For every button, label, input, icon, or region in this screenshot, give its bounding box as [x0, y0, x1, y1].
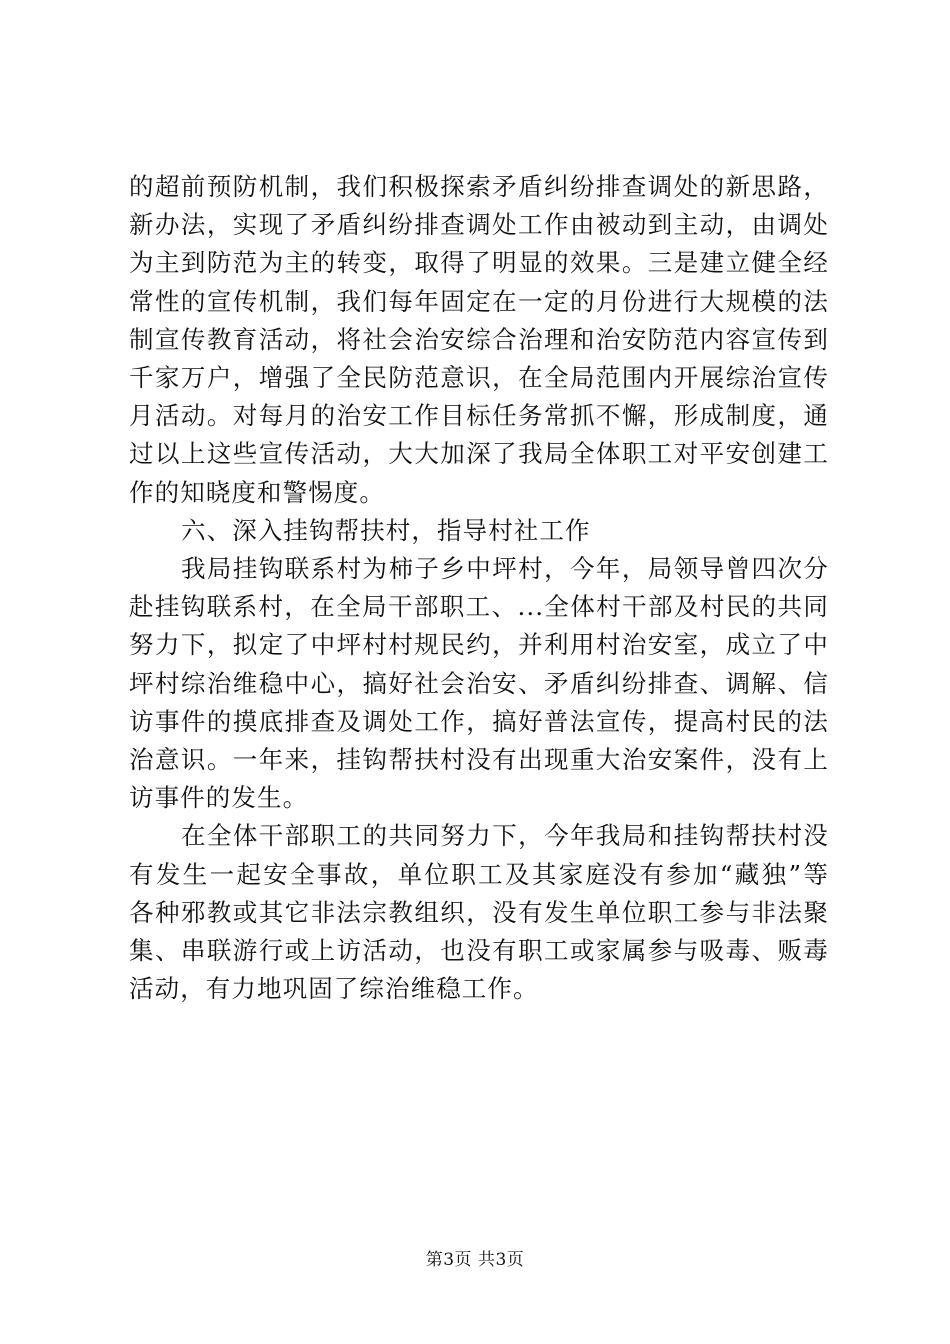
- page-number: 第3页 共3页: [425, 1250, 525, 1270]
- text-line: 坪村综治维稳中心，搞好社会治安、矛盾纠纷排查、调解、信: [129, 668, 829, 698]
- text-line: 过以上这些宣传活动，大大加深了我局全体职工对平安创建工: [129, 439, 829, 469]
- text-line: 赴挂钩联系村，在全局干部职工、...全体村干部及村民的共同: [129, 592, 829, 622]
- text-line: 各种邪教或其它非法宗教组织，没有发生单位职工参与非法聚: [129, 897, 829, 927]
- text-line: 作的知晓度和警惕度。: [129, 477, 385, 507]
- text-line: 在全体干部职工的共同努力下，今年我局和挂钩帮扶村没: [181, 821, 829, 851]
- text-line: 治意识。一年来，挂钩帮扶村没有出现重大治安案件，没有上: [129, 745, 829, 775]
- text-line: 制宣传教育活动，将社会治安综合治理和治安防范内容宣传到: [129, 324, 829, 354]
- paragraph-village: [129, 550, 829, 817]
- text-line: 新办法，实现了矛盾纠纷排查调处工作由被动到主动，由调处: [129, 210, 829, 240]
- text-line: 访事件的摸底排查及调处工作，搞好普法宣传，提高村民的法: [129, 706, 829, 736]
- text-line: 访事件的发生。: [129, 783, 309, 813]
- text-line: 千家万户，增强了全民防范意识，在全局范围内开展综治宣传: [129, 363, 829, 393]
- text-line: 有发生一起安全事故，单位职工及其家庭没有参加“藏独”等: [129, 859, 829, 889]
- page-footer: [0, 1245, 950, 1270]
- text-line: 月活动。对每月的治安工作目标任务常抓不懈，形成制度，通: [129, 401, 829, 431]
- text-line: 常性的宣传机制，我们每年固定在一定的月份进行大规模的法: [129, 286, 829, 316]
- text-line: 为主到防范为主的转变，取得了明显的效果。三是建立健全经: [129, 248, 829, 278]
- text-line: 的超前预防机制，我们积极探索矛盾纠纷排查调处的新思路，: [129, 172, 829, 201]
- text-line: 我局挂钩联系村为柿子乡中坪村，今年，局领导曾四次分: [181, 554, 829, 584]
- text-line: 活动，有力地巩固了综治维稳工作。: [129, 974, 539, 1004]
- paragraph-continuation: [129, 168, 829, 512]
- section-heading: 六、深入挂钩帮扶村，指导村社工作: [181, 515, 591, 545]
- document-body: [129, 168, 829, 1008]
- text-line: 努力下，拟定了中坪村村规民约，并利用村治安室，成立了中: [129, 630, 829, 660]
- text-line: 集、串联游行或上访活动，也没有职工或家属参与吸毒、贩毒: [129, 936, 829, 966]
- paragraph-summary: [129, 817, 829, 1008]
